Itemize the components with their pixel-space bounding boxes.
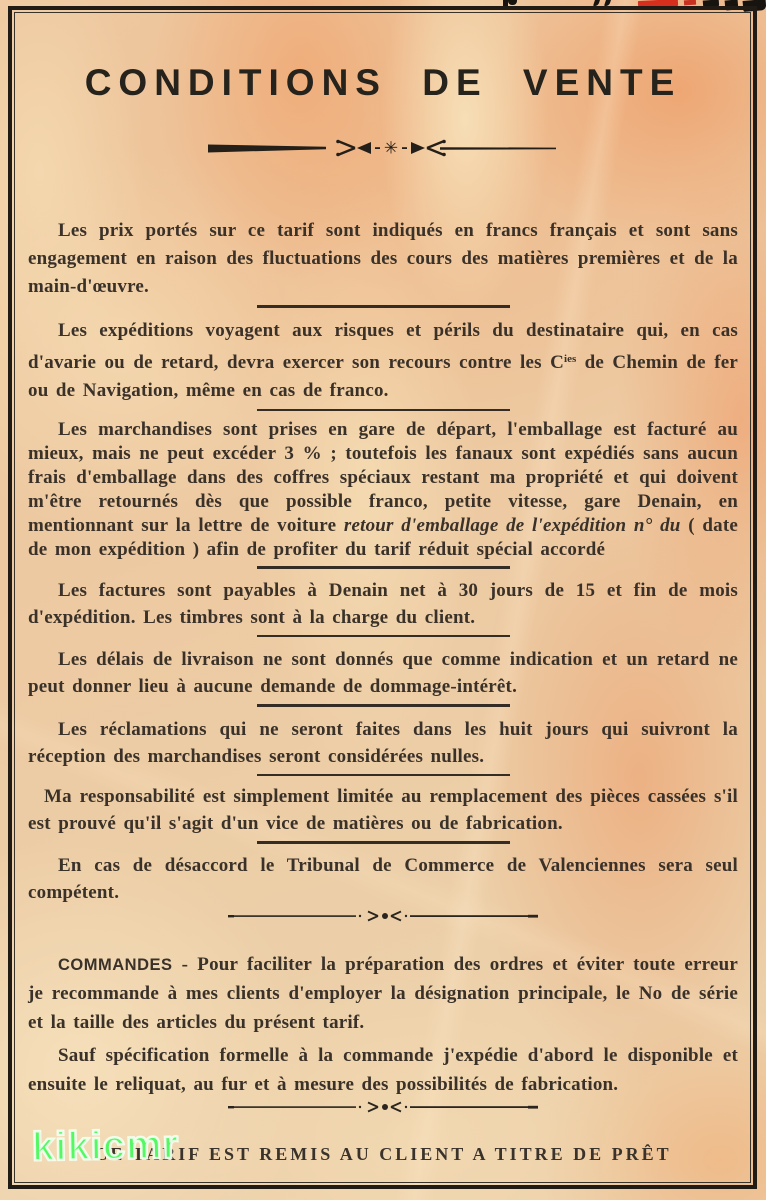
paragraph-text: Pour faciliter la préparation des ordres et éviter toute erreur je recommande à mes clients d'employer la désignation principale, le No de série et la taille des articles du présent tarif. (28, 953, 738, 1033)
commandes-heading: COMMANDES (58, 955, 173, 974)
paragraph-text: ( date de mon expédition ) afin de profiter du tarif réduit spécial accordé (28, 515, 738, 560)
section-divider (257, 305, 510, 308)
red-stamp-fragment (684, 0, 696, 5)
commandes-paragraph (28, 950, 738, 1037)
commandes-paragraph-2: Sauf spécification formelle à la commande j'expédie d'abord le disponible et ensuite le reliquat, au fur et à mesure des possibilités de fabrication. (28, 1044, 738, 1095)
commandes-separator: - (172, 953, 198, 975)
page-title: CONDITIONS DE VENTE (84, 62, 682, 103)
paragraph-text: Les marchandises sont prises en gare de départ, l'emballage est facturé au mieux, mais ne peut excéder 3 % ; toutefois les fanaux sont expédiés sans aucun frais d'emballage dans des coffres spéciaux restant ma propriété et qui doivent m'être retournés dès que possible franco, petite vitesse, gare Denain, en mentionnant sur la lettre de voiture (28, 419, 738, 536)
watermark: kikicmr (31, 1122, 180, 1170)
paragraph-text: de Chemin de fer ou de Navigation, même en cas de franco. (28, 351, 738, 401)
page-content (28, 11, 738, 1170)
paragraph-invoices: Les factures sont payables à Denain net à 30 jours de 15 et fin de mois d'expédition. Les timbres sont à la charge du client. (28, 579, 738, 628)
star-ornament-icon: ✳ (383, 138, 399, 158)
paragraph-jurisdiction: En cas de désaccord le Tribunal de Commerce de Valenciennes sera seul compétent. (28, 854, 738, 903)
italic-phrase: retour d'emballage de l'expédition n° du (343, 515, 681, 536)
section-divider (257, 409, 510, 412)
section-divider (257, 841, 510, 844)
paragraph-prices: Les prix portés sur ce tarif sont indiqués en francs français et sont sans engagement en raison des fluctuations des cours des matières premières et de la main-d'œuvre. (28, 220, 738, 297)
paragraph-packaging (28, 418, 738, 562)
torn-text-fragment (508, 0, 517, 5)
section-divider (257, 704, 510, 707)
section-divider (257, 566, 510, 569)
paragraph-liability: Ma responsabilité est simplement limitée au remplacement des pièces cassées s'il est prouvé qu'il s'agit d'un vice de matières ou de fabrication. (28, 786, 738, 834)
paragraph-text: Les expéditions voyagent aux risques et périls du destinataire qui, en cas d'avarie ou de retard, devra exercer son recours contre les C (28, 319, 738, 373)
paragraph-claims: Les réclamations qui ne seront faites dans les huit jours qui suivront la réception des marchandises seront considérées nulles. (28, 718, 738, 767)
ornament-divider-icon (208, 137, 558, 159)
thin-divider-icon (228, 1099, 538, 1115)
section-divider (257, 774, 510, 777)
section-divider (257, 635, 510, 638)
footer-notice: CE TARIF EST REMIS AU CLIENT A TITRE DE PRÊT (94, 1143, 672, 1164)
paragraph-shipping-risk (28, 317, 738, 405)
paragraph-delivery-delays: Les délais de livraison ne sont donnés que comme indication et un retard ne peut donner lieu à aucune demande de dommage-intérêt. (28, 649, 738, 697)
superscript-abbreviation: ies (564, 352, 577, 365)
thin-divider-icon (228, 908, 538, 924)
